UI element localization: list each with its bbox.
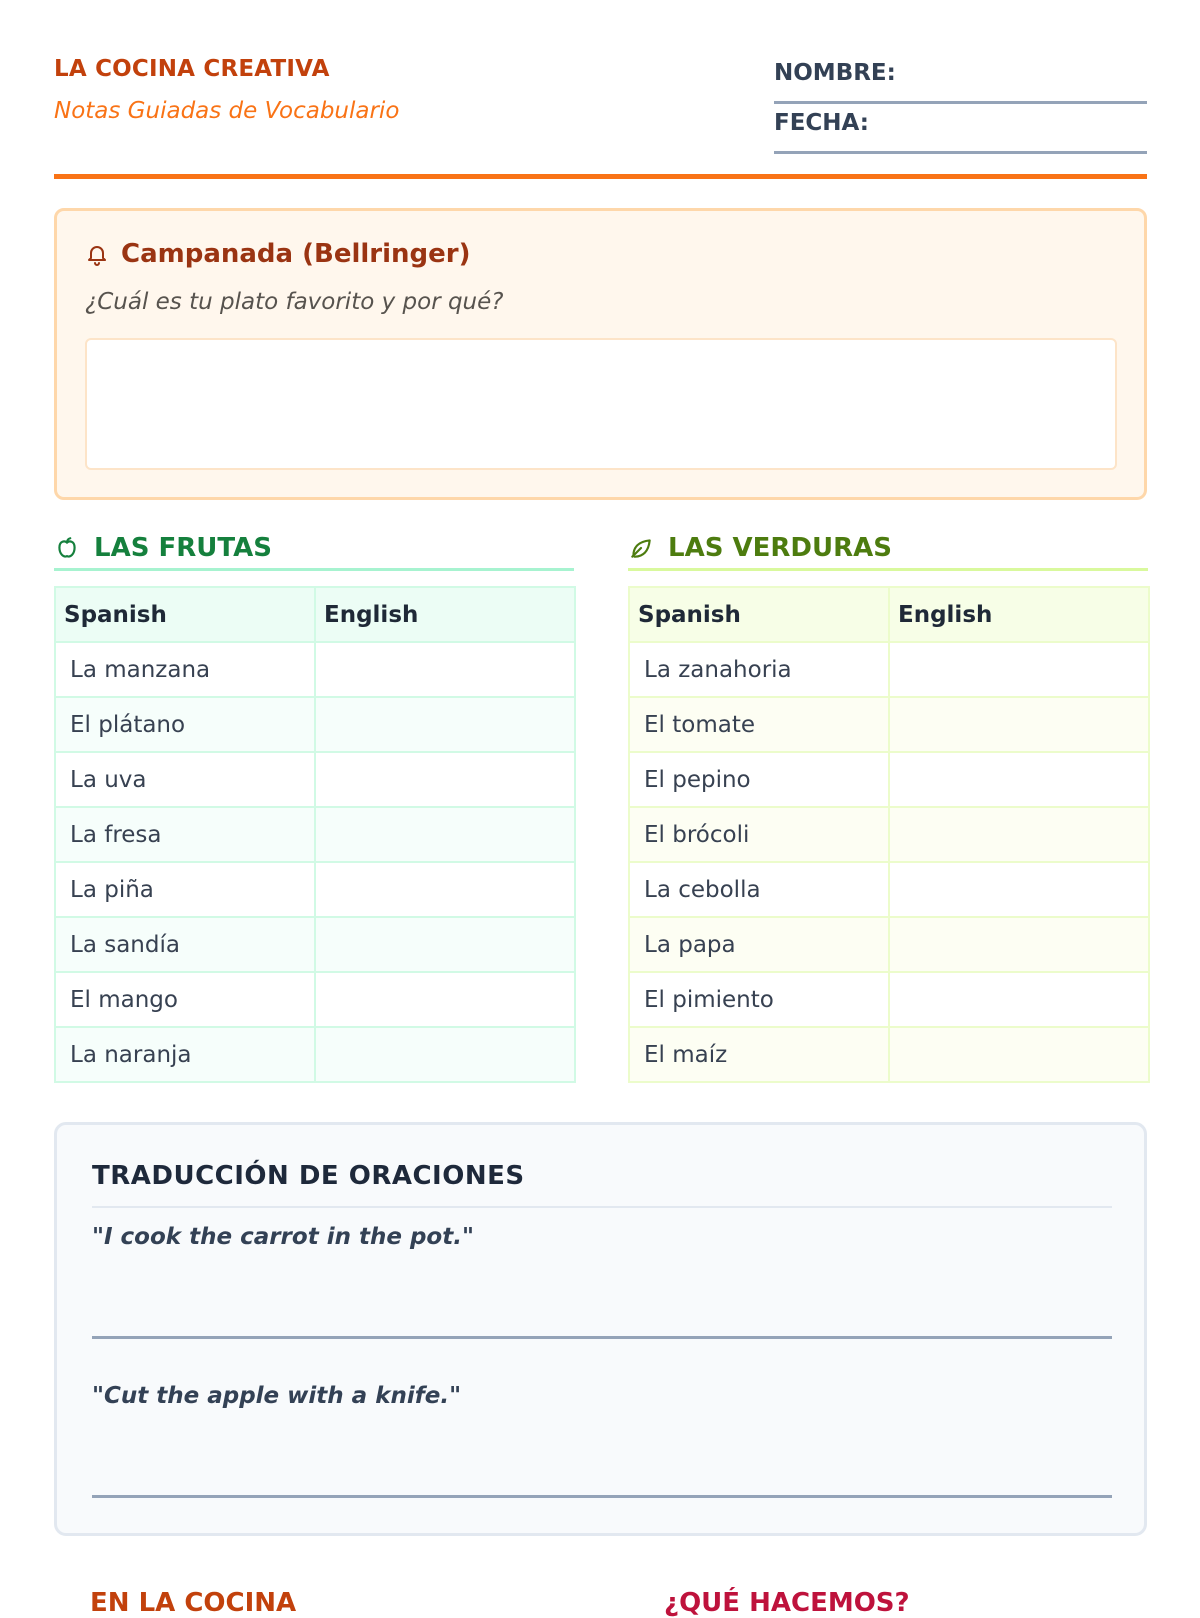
sentence-prompt: "Cut the apple with a knife." <box>92 1383 462 1409</box>
bell-icon <box>85 242 109 266</box>
english-answer-cell[interactable] <box>315 862 575 917</box>
table-row <box>55 697 575 752</box>
bellringer-heading <box>85 239 471 269</box>
fruits-col-english: English <box>315 587 575 642</box>
translation-divider <box>92 1206 1112 1208</box>
table-row <box>629 917 1149 972</box>
english-answer-cell[interactable] <box>315 752 575 807</box>
table-row <box>55 752 575 807</box>
spanish-word: La papa <box>629 917 889 972</box>
vegetables-table <box>628 586 1150 1083</box>
vegetables-heading <box>628 528 1148 571</box>
bellringer-answer-box[interactable] <box>85 338 1117 470</box>
fruits-heading <box>54 528 574 571</box>
utensils-icon <box>54 1592 76 1614</box>
date-field[interactable] <box>774 106 1147 154</box>
table-row <box>55 807 575 862</box>
sentence-answer-line[interactable] <box>92 1495 1112 1498</box>
vegetables-col-english: English <box>889 587 1149 642</box>
english-answer-cell[interactable] <box>889 1027 1149 1082</box>
table-row <box>55 642 575 697</box>
brand-title: LA COCINA CREATIVA <box>54 56 330 82</box>
spanish-word: El maíz <box>629 1027 889 1082</box>
spanish-word: La zanahoria <box>629 642 889 697</box>
worksheet-subtitle: Notas Guiadas de Vocabulario <box>54 98 400 124</box>
english-answer-cell[interactable] <box>315 642 575 697</box>
spanish-word: La piña <box>55 862 315 917</box>
kitchen-heading <box>54 1588 296 1618</box>
table-row <box>55 862 575 917</box>
spanish-word: El pimiento <box>629 972 889 1027</box>
bellringer-card <box>54 208 1147 500</box>
vegetables-title: LAS VERDURAS <box>668 533 892 563</box>
english-answer-cell[interactable] <box>889 642 1149 697</box>
english-answer-cell[interactable] <box>889 752 1149 807</box>
bellringer-title: Campanada (Bellringer) <box>121 239 471 269</box>
student-fields <box>774 56 1147 156</box>
spanish-word: El brócoli <box>629 807 889 862</box>
spanish-word: El mango <box>55 972 315 1027</box>
table-row <box>629 807 1149 862</box>
table-row <box>55 972 575 1027</box>
leaf-icon <box>628 535 654 561</box>
date-label: FECHA: <box>774 110 869 136</box>
question-heading <box>628 1588 910 1618</box>
table-row <box>629 752 1149 807</box>
table-row <box>629 1027 1149 1082</box>
spanish-word: El pepino <box>629 752 889 807</box>
spanish-word: La uva <box>55 752 315 807</box>
spanish-word: La cebolla <box>629 862 889 917</box>
kitchen-title: EN LA COCINA <box>90 1588 297 1618</box>
name-label: NOMBRE: <box>774 60 896 86</box>
english-answer-cell[interactable] <box>315 1027 575 1082</box>
question-title: ¿QUÉ HACEMOS? <box>664 1588 910 1618</box>
header <box>54 56 1147 180</box>
spanish-word: La sandía <box>55 917 315 972</box>
table-row <box>55 1027 575 1082</box>
fruits-col-spanish: Spanish <box>55 587 315 642</box>
english-answer-cell[interactable] <box>315 697 575 752</box>
english-answer-cell[interactable] <box>315 972 575 1027</box>
fruits-table <box>54 586 576 1083</box>
fruits-section <box>54 528 574 1083</box>
vegetables-section <box>628 528 1148 1083</box>
fruits-title: LAS FRUTAS <box>94 533 272 563</box>
sentence-answer-line[interactable] <box>92 1336 1112 1339</box>
translation-card <box>54 1122 1147 1536</box>
table-row <box>629 972 1149 1027</box>
english-answer-cell[interactable] <box>315 917 575 972</box>
name-field[interactable] <box>774 56 1147 104</box>
english-answer-cell[interactable] <box>889 862 1149 917</box>
table-row <box>629 642 1149 697</box>
table-row <box>629 697 1149 752</box>
vegetables-col-spanish: Spanish <box>629 587 889 642</box>
sentence-prompt: "I cook the carrot in the pot." <box>92 1224 474 1250</box>
spanish-word: El tomate <box>629 697 889 752</box>
english-answer-cell[interactable] <box>889 917 1149 972</box>
bellringer-prompt: ¿Cuál es tu plato favorito y por qué? <box>85 289 504 315</box>
apple-icon <box>54 535 80 561</box>
spanish-word: El plátano <box>55 697 315 752</box>
translation-title: TRADUCCIÓN DE ORACIONES <box>92 1161 525 1191</box>
header-divider <box>54 174 1147 179</box>
english-answer-cell[interactable] <box>315 807 575 862</box>
table-row <box>55 917 575 972</box>
spanish-word: La naranja <box>55 1027 315 1082</box>
spanish-word: La manzana <box>55 642 315 697</box>
table-row <box>629 862 1149 917</box>
spanish-word: La fresa <box>55 807 315 862</box>
question-icon <box>628 1592 650 1614</box>
english-answer-cell[interactable] <box>889 972 1149 1027</box>
english-answer-cell[interactable] <box>889 807 1149 862</box>
english-answer-cell[interactable] <box>889 697 1149 752</box>
